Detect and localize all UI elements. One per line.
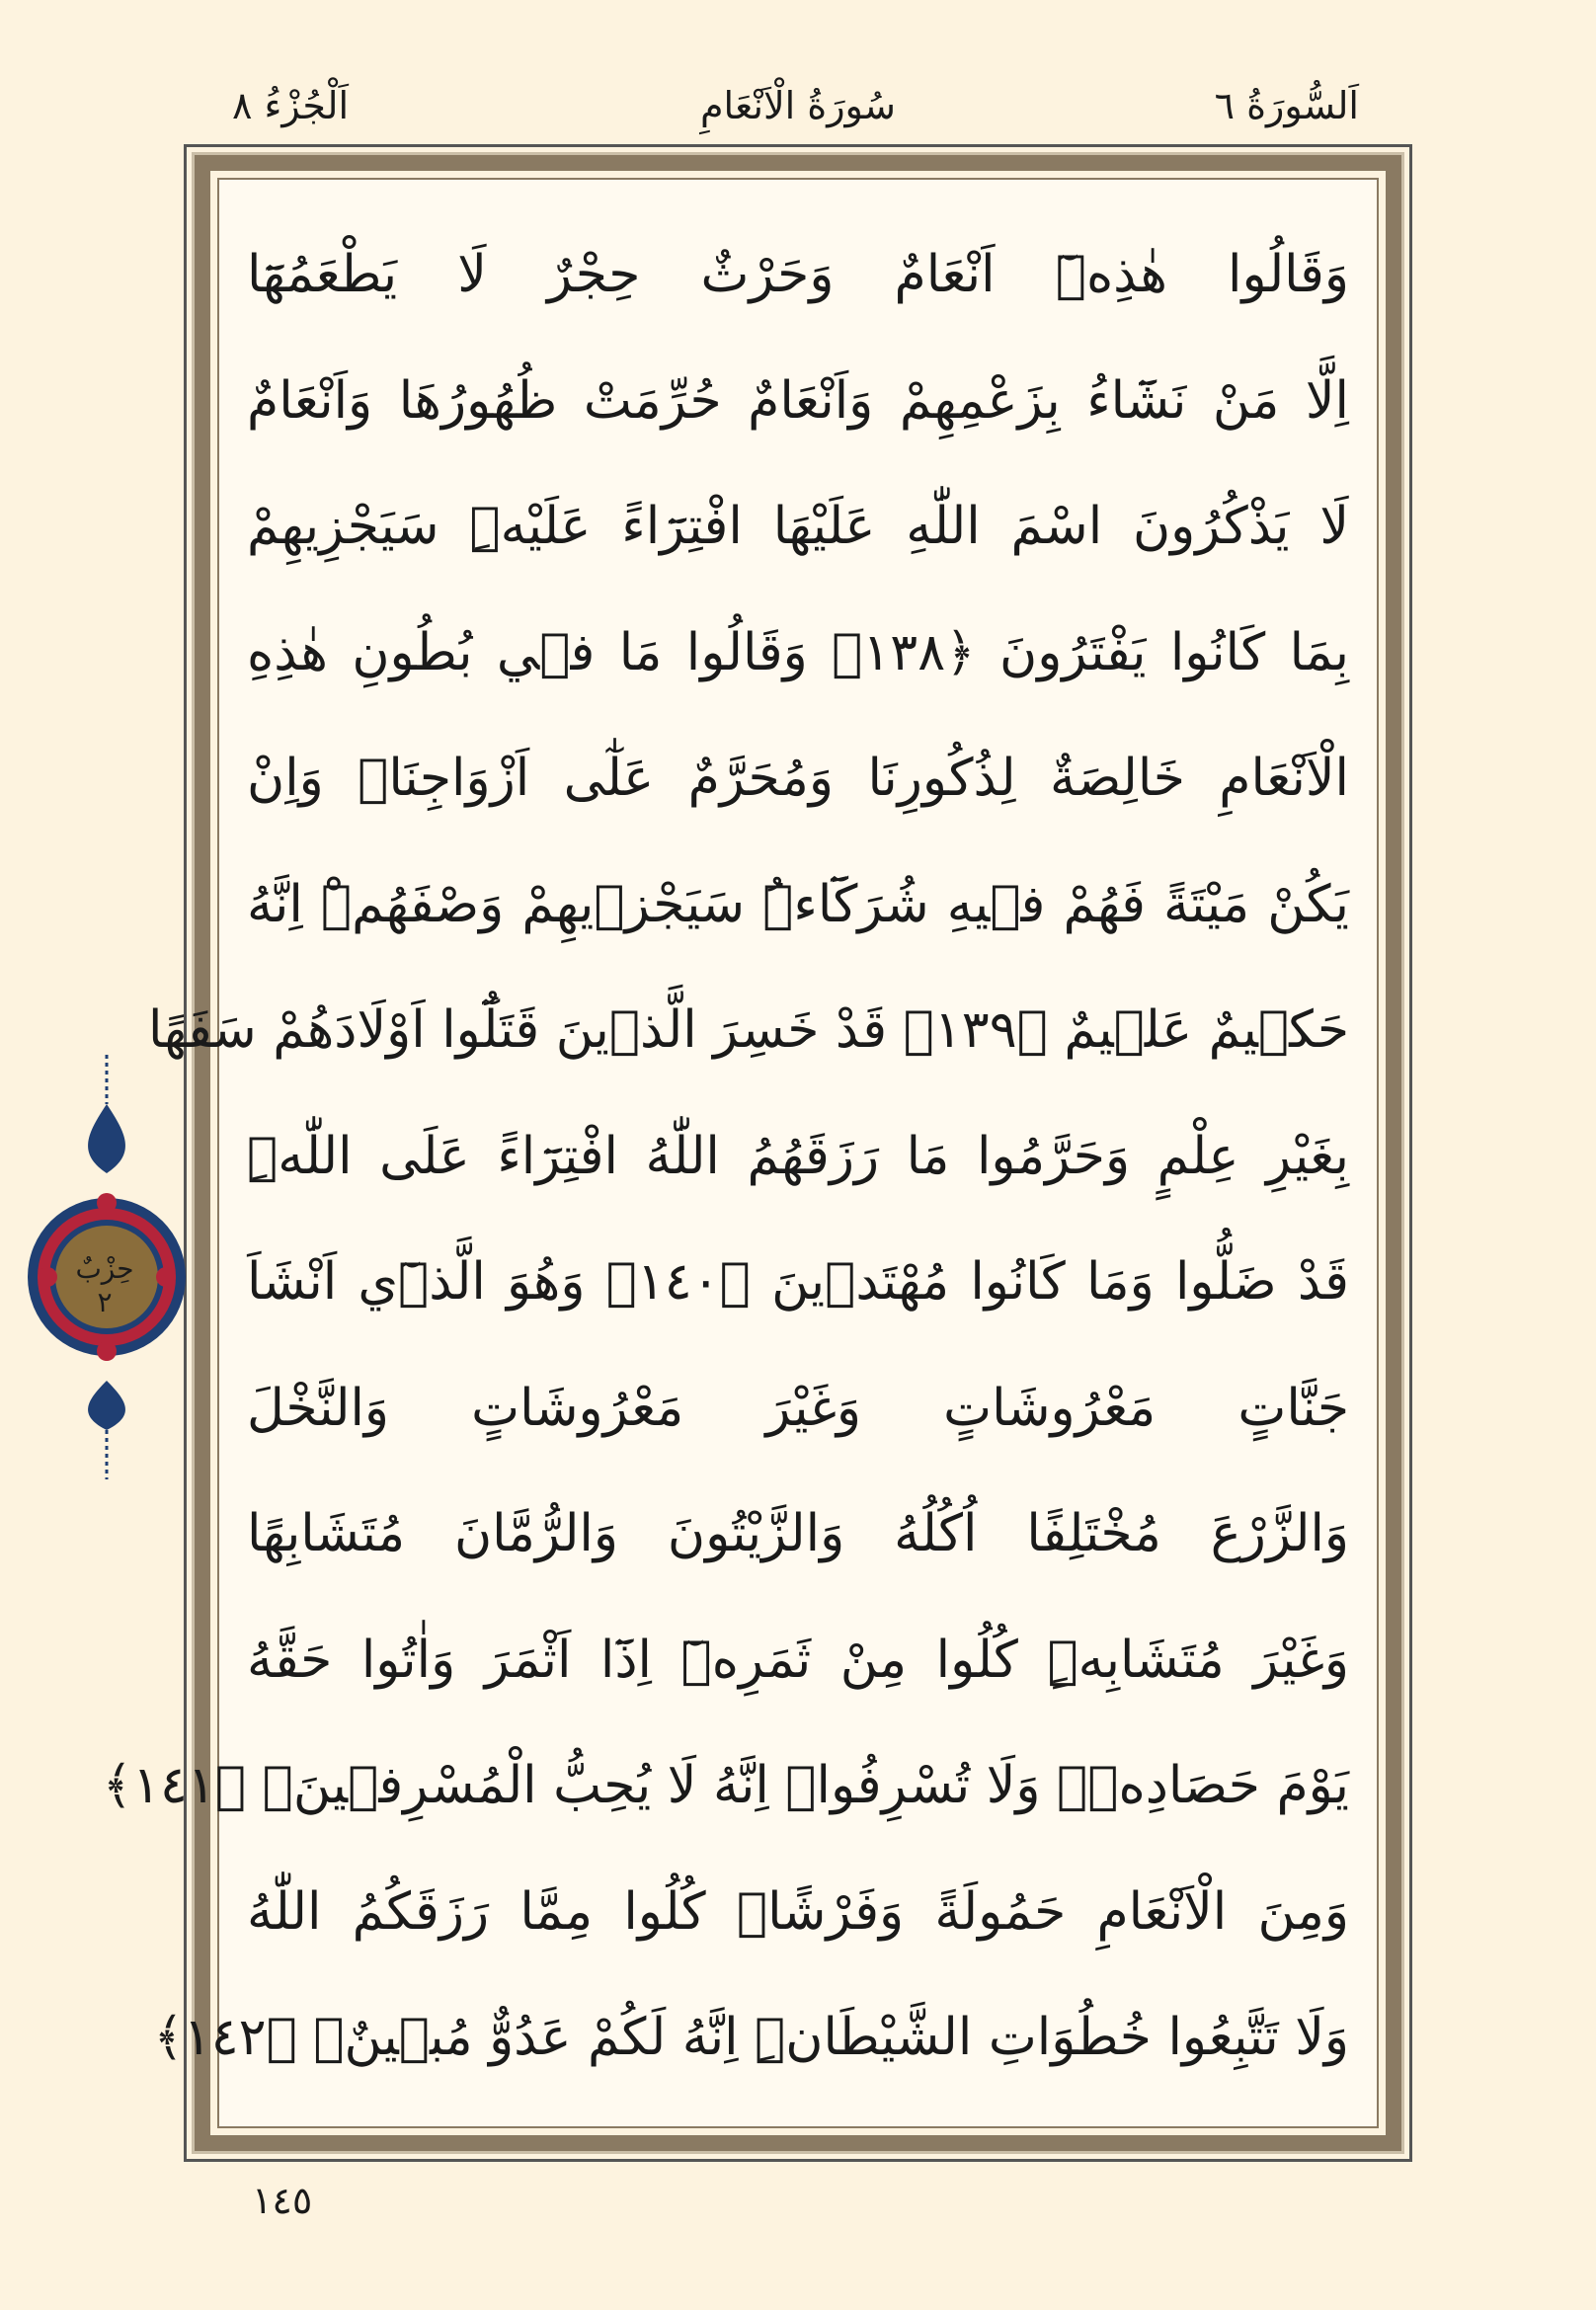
page-number: ١٤٥ xyxy=(252,2179,313,2222)
text-line: يَوْمَ حَصَادِهٖۘ وَلَا تُسْرِفُواۜ اِنَّهُ لَا يُحِبُّ الْمُسْرِفٖينَۙ ﴿١٤١﴾ xyxy=(102,1756,1349,1815)
juz-label: اَلْجُزْءُ ٨ xyxy=(232,84,350,127)
text-line: بِمَا كَانُوا يَفْتَرُونَ ﴿١٣٨﴾ وَقَالُوا مَا فٖي بُطُونِ هٰذِهِ xyxy=(247,622,1350,682)
hizb-label xyxy=(51,1252,158,1319)
text-line: حَكٖيمٌ عَلٖيمٌ ﴿١٣٩﴾ قَدْ خَسِرَ الَّذٖينَ قَتَلُٓوا اَوْلَادَهُمْ سَفَهًا xyxy=(148,1000,1349,1060)
text-line: وَالزَّرْعَ مُخْتَلِفًا اُكُلُهُ وَالزَّيْتُونَ وَالرُّمَّانَ مُتَشَابِهًا xyxy=(247,1504,1349,1563)
text-line: لَا يَذْكُرُونَ اسْمَ اللّٰهِ عَلَيْهَا افْتِرَٓاءً عَلَيْهِۜ سَيَجْزِيهِمْ xyxy=(247,497,1349,556)
hizb-word: حِزْبٌ xyxy=(75,1252,134,1285)
hizb-number: ٢ xyxy=(97,1286,113,1318)
text-line: وَغَيْرَ مُتَشَابِهٍۜ كُلُوا مِنْ ثَمَرِهٖٓ اِذَٓا اَثْمَرَ وَاٰتُوا حَقَّهُ xyxy=(247,1630,1349,1690)
surah-number-label: اَلسُّورَةُ ٦ xyxy=(1214,84,1359,127)
text-line: الْاَنْعَامِ خَالِصَةٌ لِذُكُورِنَا وَمُحَرَّمٌ عَلٰٓى اَزْوَاجِنَاۚ وَاِنْ xyxy=(247,749,1349,808)
text-line: جَنَّاتٍ مَعْرُوشَاتٍ وَغَيْرَ مَعْرُوشَاتٍ وَالنَّخْلَ xyxy=(247,1378,1349,1438)
text-line: قَدْ ضَلُّوا وَمَا كَانُوا مُهْتَدٖينَ ﴿١٤٠﴾ وَهُوَ الَّذٖٓي اَنْشَاَ xyxy=(247,1252,1349,1312)
text-line: وَمِنَ الْاَنْعَامِ حَمُولَةً وَفَرْشًاۜ كُلُوا مِمَّا رَزَقَكُمُ اللّٰهُ xyxy=(247,1881,1349,1942)
text-line: يَكُنْ مَيْتَةً فَهُمْ فٖيهِ شُرَكَٓاءُۜ سَيَجْزٖيهِمْ وَصْفَهُمْۜ اِنَّهُ xyxy=(247,874,1349,934)
text-line: وَقَالُوا هٰذِهٖٓ اَنْعَامٌ وَحَرْثٌ حِجْرٌ لَا يَطْعَمُهَٓا xyxy=(247,245,1349,304)
text-line: اِلَّا مَنْ نَشَٓاءُ بِزَعْمِهِمْ وَاَنْعَامٌ حُرِّمَتْ ظُهُورُهَا وَاَنْعَامٌ xyxy=(247,370,1349,431)
page-header xyxy=(0,71,1596,140)
text-line: وَلَا تَتَّبِعُوا خُطُوَاتِ الشَّيْطَانِۜ اِنَّهُ لَكُمْ عَدُوٌّ مُبٖينٌۙ ﴿١٤٢﴾ xyxy=(153,2008,1349,2067)
text-line: بِغَيْرِ عِلْمٍ وَحَرَّمُوا مَا رَزَقَهُمُ اللّٰهُ افْتِرَٓاءً عَلَى اللّٰهِۜ xyxy=(247,1126,1349,1186)
surah-title: سُورَةُ الْاَنْعَامِ xyxy=(699,84,897,127)
